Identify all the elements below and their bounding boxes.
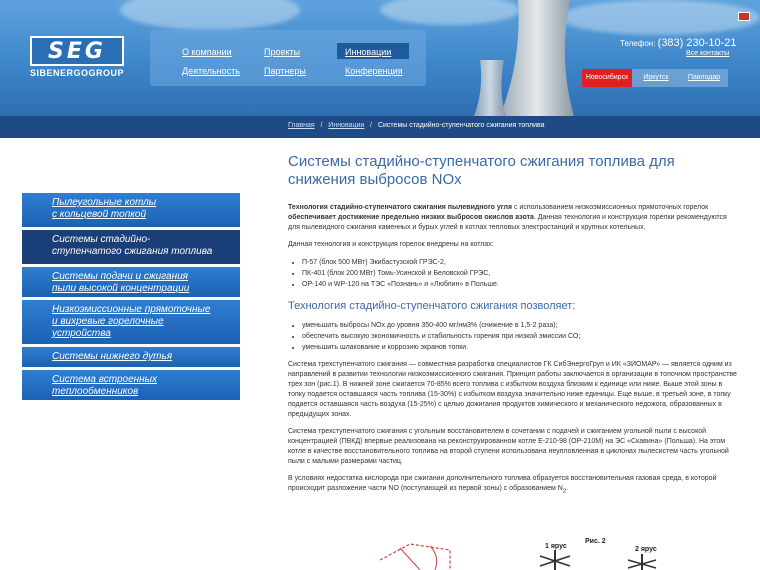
all-contacts-link[interactable]: Все контакты xyxy=(686,50,730,57)
sidebar-item-bottom-blast[interactable] xyxy=(22,347,240,367)
sidebar-item-label: устройства xyxy=(52,328,111,339)
sidebar-item-label: Система встроенных xyxy=(52,374,158,385)
sidebar-item-heat-exchangers[interactable] xyxy=(22,370,240,400)
logo-subtitle: SIBENERGOGROUP xyxy=(30,68,125,78)
paragraph: Система трехступенчатого сжигания — совместная разработка специалистов ГК СибЭнергоГруп и ИК «ЗИОМАР» — является одним из направлений в развитии технологии низкоэмиссионного сжигания. Принцип работы заключается в организации в топочном пространстве трех зон (рис.1). В нижней зоне сжигается 70-85% всего топлива с избытком воздуха близким к единице или ниже. Выше этой зоны в топку подается оставшаяся часть топлива (15-30%) с избытком воздуха значительно ниже единицы. Еще выше, в третьей зоне, в топку подается оставшаяся часть воздуха (15-25%) с целью дожигания продуктов химического и механического недожога, образованных в предыдущих зонах. xyxy=(288,361,737,418)
cooling-tower-image xyxy=(470,0,590,116)
city-novosibirsk[interactable]: Новосибирск xyxy=(582,69,632,87)
paragraph-text: . xyxy=(566,485,569,492)
sidebar-menu xyxy=(22,193,240,403)
list-item: • П-57 (блок 500 МВт) Экибастузской ГРЭС-2, xyxy=(302,257,740,268)
nav-innovations[interactable]: Инновации xyxy=(345,47,392,57)
sidebar-item-label: и вихревые горелочные xyxy=(52,316,164,327)
breadcrumb xyxy=(0,116,760,138)
sidebar-item-label: Пылеугольные котлы xyxy=(52,197,157,208)
combustion-diagram-figure xyxy=(380,536,720,570)
breadcrumb-separator: / xyxy=(370,122,373,129)
list-item: • ПК-401 (блок 200 МВт) Томь-Усинской и Беловской ГРЭС, xyxy=(302,268,740,279)
list-item: • ОР-140 и WP-120 на ТЭС «Познань» и «Люблин» в Польше. xyxy=(302,279,740,290)
nav-conference[interactable]: Конференция xyxy=(345,66,403,76)
city-irkutsk[interactable]: Иркутск xyxy=(643,74,669,81)
implemented-list xyxy=(288,257,740,290)
intro-text: . Данная технология и конструкция горелки рекомендуются для пылевидного сжигания каменных и бурых углей в котлах тепловых электростанций и крупных котельных. xyxy=(288,214,727,231)
paragraph-text: В условиях недостатка кислорода при сжигании дополнительного топлива образуется восстановительная газовая среда, в которой происходит разложение части NO (поступающей из первой зоны) с образованием N xyxy=(288,475,717,492)
sidebar-item-ring-furnace[interactable] xyxy=(22,193,240,227)
list-item: • уменьшить выбросы NOx до уровня 350-400 мг/нм3% (снижение в 1,5-2 раза); xyxy=(302,320,740,331)
sidebar-item-label: Системы нижнего дутья xyxy=(52,351,173,362)
nav-about[interactable]: О компании xyxy=(182,47,232,57)
nav-projects[interactable]: Проекты xyxy=(264,47,301,57)
sidebar-item-staged-combustion[interactable] xyxy=(22,230,240,264)
implemented-label: Данная технология и конструкция горелок внедрены на котлах: xyxy=(288,241,494,248)
figure-caption: Рис. 2 xyxy=(585,538,606,545)
page-title: Системы стадийно-ступенчатого сжигания топлива для снижения выбросов NOx xyxy=(288,153,675,188)
nav-partners[interactable]: Партнеры xyxy=(264,66,306,76)
sidebar-item-label: с кольцевой топкой xyxy=(52,209,147,220)
cloud-decoration xyxy=(120,0,300,30)
phone-block xyxy=(620,37,737,49)
logo-mark: SEG xyxy=(30,36,124,66)
figure-tier2-label: 2 ярус xyxy=(635,546,657,553)
intro-paragraph xyxy=(288,203,740,233)
city-switcher xyxy=(582,69,728,87)
breadcrumb-separator: / xyxy=(320,122,323,129)
intro-text: с использованием низкоэмиссионных прямоточных горелок xyxy=(512,204,709,211)
intro-bold: обеспечивает достижение предельно низких выбросов окислов азота xyxy=(288,214,534,221)
breadcrumb-innovations[interactable]: Инновации xyxy=(328,122,365,129)
sidebar-item-label: ступенчатого сжигания топлива xyxy=(52,246,213,257)
subscript: 2 xyxy=(562,488,567,495)
section-subtitle: Технология стадийно-ступенчатого сжигания позволяет: xyxy=(288,300,576,312)
sidebar-item-label: Низкоэмиссионные прямоточные xyxy=(52,304,211,315)
sidebar-item-label: Системы стадийно- xyxy=(52,234,151,245)
sidebar-item-label: пыли высокой концентрации xyxy=(52,283,190,294)
sidebar-item-label: теплообменников xyxy=(52,386,139,397)
phone-label: Телефон: xyxy=(620,39,656,48)
cloud-decoration xyxy=(560,0,760,35)
logo[interactable] xyxy=(30,36,124,76)
city-pavlodar[interactable]: Павлодар xyxy=(687,74,721,81)
phone-number: (383) 230-10-21 xyxy=(657,37,737,49)
nav-activity[interactable]: Деятельность xyxy=(182,66,240,76)
main-content xyxy=(288,153,740,503)
header-hero xyxy=(0,0,760,116)
benefits-list xyxy=(288,320,740,353)
list-item: • обеспечить высокую экономичность и стабильность горения при низкой эмиссии СО; xyxy=(302,331,740,342)
intro-bold: Технология стадийно-ступенчатого сжигания пылевидного угля xyxy=(288,204,513,211)
paragraph: Система трехступенчатого сжигания с угольным восстановителем в сочетании с подачей и сжиганием угольной пыли с высокой концентрацией (ПВКД) впервые реализована на реконструированном котле Е-210-98 (ОР-210М) на ЭС «Скавина» (Польша). На этом котле в качестве восстановительного топлива на второй ступени использована неупловленная в циклонах пылесистем часть угольной пыли с малыми размерами частиц. xyxy=(288,428,729,465)
language-flag-icon[interactable] xyxy=(738,12,750,21)
list-item: • уменьшить шлакование и коррозию экранов топки. xyxy=(302,342,740,353)
breadcrumb-current: Системы стадийно-ступенчатого сжигания топлива xyxy=(377,122,545,129)
breadcrumb-home[interactable]: Главная xyxy=(288,122,315,129)
sidebar-item-low-emission-burners[interactable] xyxy=(22,300,240,344)
paragraph xyxy=(288,474,740,496)
sidebar-item-label: Системы подачи и сжигания xyxy=(52,271,189,282)
sidebar-item-dust-feed[interactable] xyxy=(22,267,240,297)
figure-tier1-label: 1 ярус xyxy=(545,543,567,550)
